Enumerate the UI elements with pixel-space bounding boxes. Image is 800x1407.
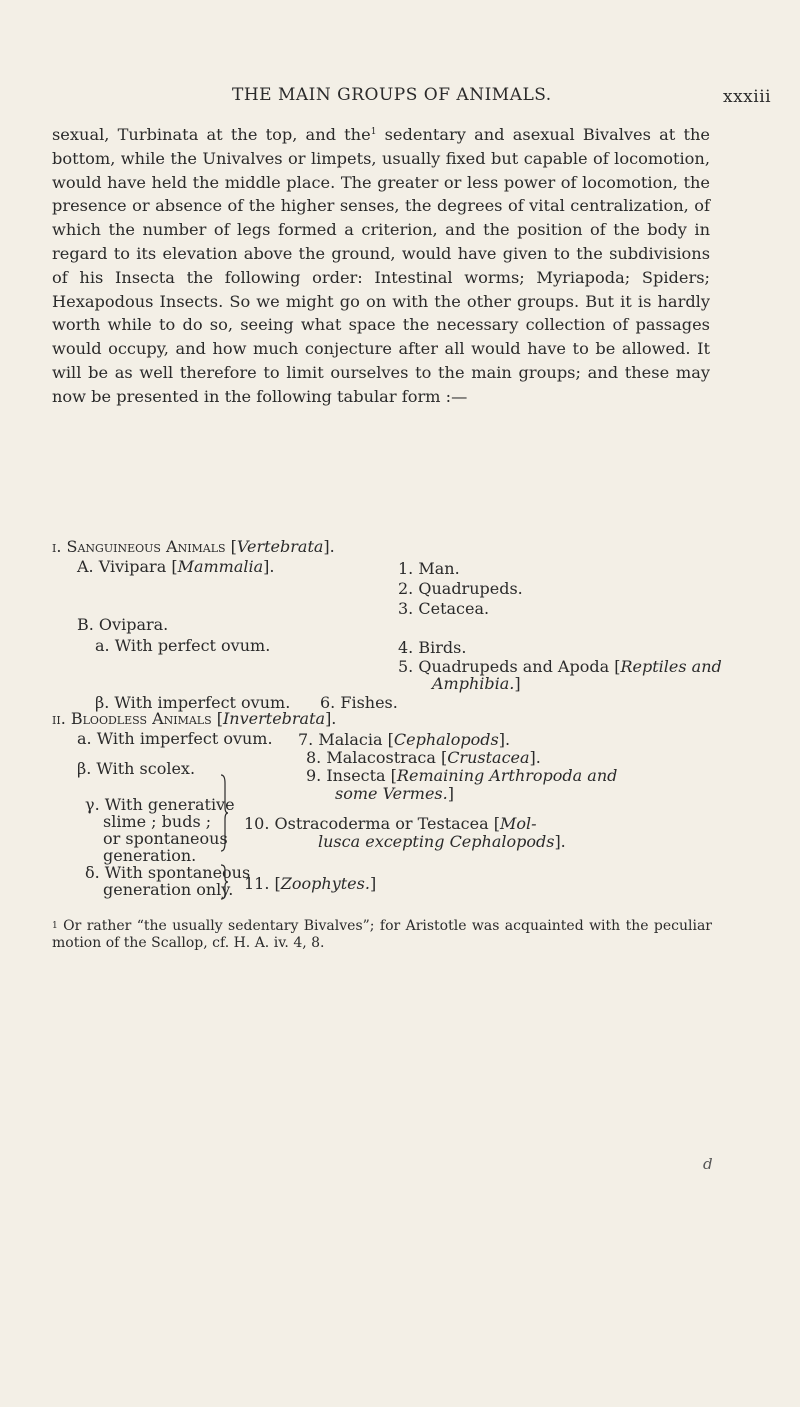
group-ii-heading: ii. Bloodless Animals [Invertebrata]. xyxy=(52,709,337,728)
entry-5: 5. Quadrupeds and Apoda [Reptiles and xyxy=(398,657,722,676)
entry-5-cont: Amphibia.] xyxy=(432,674,521,693)
brace-gamma xyxy=(220,773,228,853)
class-ii-beta: β. With scolex. xyxy=(77,759,196,778)
entry-6: 6. Fishes. xyxy=(320,693,398,712)
signature-mark: d xyxy=(703,1155,713,1173)
class-ii-gamma-line2: slime ; buds ; xyxy=(103,812,212,831)
entry-10-cont: lusca excepting Cephalopods]. xyxy=(318,832,566,851)
entry-4: 4. Birds. xyxy=(398,638,467,657)
class-A: A. Vivipara [Mammalia]. xyxy=(77,557,275,576)
body-paragraph xyxy=(52,123,710,409)
footnote-number: 1 xyxy=(52,921,58,931)
brace-delta xyxy=(220,864,228,900)
paragraph-text-rest: sedentary and asexual Bivalves at the bottom, while the Univalves or limpets, usually fixed but capable of locomotion, would have held the middle place. The greater or less power of locomotion, the presence or absence of the higher senses, the degrees of vital centralization, of which the number of legs formed a criterion, and the position of the body in regard to its elevation above the ground, would have given to the subdivisions of his Insecta the following order: Intestinal worms; Myriapoda; Spiders; Hexapodous Insects. So we might go on with the other groups. But it is hardly worth while to do so, seeing what space the necessary collection of passages would occupy, and how much conjecture after all would have to be allowed. It will be as well therefore to limit ourselves to the main groups; and these may now be presented in the following tabular form :— xyxy=(52,125,710,406)
page-number: xxxiii xyxy=(723,87,772,107)
group-i-heading: i. Sanguineous Animals [Vertebrata]. xyxy=(52,537,335,556)
entry-8: 8. Malacostraca [Crustacea]. xyxy=(306,748,541,767)
class-ii-gamma-line4: generation. xyxy=(103,846,197,865)
class-B-alpha: a. With perfect ovum. xyxy=(95,636,271,655)
entry-9: 9. Insecta [Remaining Arthropoda and xyxy=(306,766,618,785)
entry-11: 11. [Zoophytes.] xyxy=(244,874,377,893)
entry-9-cont: some Vermes.] xyxy=(335,784,454,803)
class-ii-delta-line1: δ. With spontaneous xyxy=(85,863,251,882)
class-ii-gamma-line1: γ. With generative xyxy=(85,795,235,814)
class-B: B. Ovipara. xyxy=(77,615,169,634)
footnote-text: Or rather “the usually sedentary Bivalves”; for Aristotle was acquainted with the peculiar motion of the Scallop, cf. H. A. iv. 4, 8. xyxy=(52,918,712,951)
class-B-beta: β. With imperfect ovum. xyxy=(95,693,291,712)
entry-10: 10. Ostracoderma or Testacea [Mol- xyxy=(244,814,537,833)
paragraph-text-start: sexual, Turbinata at the top, and the xyxy=(52,125,371,144)
entry-1: 1. Man. xyxy=(398,559,460,578)
class-ii-gamma-line3: or spontaneous xyxy=(103,829,228,848)
footnote-marker: 1 xyxy=(370,127,377,137)
class-ii-alpha: a. With imperfect ovum. xyxy=(77,729,273,748)
footnote xyxy=(52,918,712,952)
class-ii-delta-line2: generation only. xyxy=(103,880,234,899)
running-header xyxy=(0,85,800,109)
entry-7: 7. Malacia [Cephalopods]. xyxy=(298,730,511,749)
entry-2: 2. Quadrupeds. xyxy=(398,579,523,598)
entry-3: 3. Cetacea. xyxy=(398,599,490,618)
running-title: THE MAIN GROUPS OF ANIMALS. xyxy=(232,85,552,105)
